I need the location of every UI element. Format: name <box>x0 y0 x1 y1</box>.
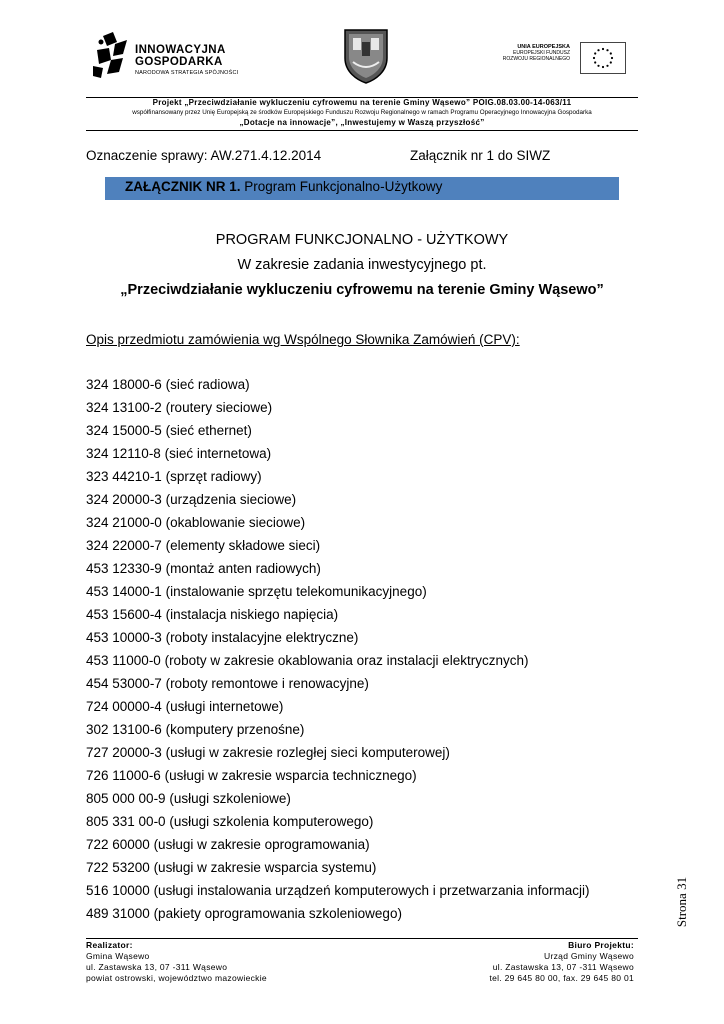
project-title: Projekt „Przeciwdziałanie wykluczeniu cyfrowemu na terenie Gminy Wąsewo” POIG.08.03.00-14-063/11 <box>152 98 572 107</box>
list-item: 722 60000 (usługi w zakresie oprogramowania) <box>86 837 370 852</box>
ig-logo-icon <box>93 32 129 80</box>
list-item: 722 53200 (usługi w zakresie wsparcia systemu) <box>86 860 377 875</box>
list-item: 453 15600-4 (instalacja niskiego napięcia) <box>86 607 339 622</box>
footer-right-heading: Biuro Projektu: <box>568 940 634 950</box>
footer-right-line: Urząd Gminy Wąsewo <box>544 951 634 961</box>
eu-logo <box>500 42 626 74</box>
list-item: 302 13100-6 (komputery przenośne) <box>86 722 305 737</box>
footer-right-line: ul. Zastawska 13, 07 -311 Wąsewo <box>492 962 634 972</box>
ig-logo-line1: INNOWACYJNA <box>135 44 226 56</box>
list-item: 516 10000 (usługi instalowania urządzeń komputerowych i przetwarzania informacji) <box>86 883 590 898</box>
list-item: 324 18000-6 (sieć radiowa) <box>86 377 250 392</box>
document-title: PROGRAM FUNKCJONALNO - UŻYTKOWY <box>215 232 509 248</box>
list-item: 489 31000 (pakiety oprogramowania szkoleniowego) <box>86 906 402 921</box>
list-item: 454 53000-7 (roboty remontowe i renowacyjne) <box>86 676 369 691</box>
footer-left-line: powiat ostrowski, województwo mazowieckie <box>86 973 267 983</box>
list-item: 324 15000-5 (sieć ethernet) <box>86 423 252 438</box>
header-divider-bottom <box>86 130 638 131</box>
municipality-crest-icon <box>343 28 389 84</box>
footer-realizator <box>86 940 267 984</box>
case-reference: Oznaczenie sprawy: AW.271.4.12.2014 <box>86 148 322 163</box>
innowacyjna-gospodarka-logo <box>93 32 253 80</box>
document-subtitle: W zakresie zadania inwestycyjnego pt. <box>237 257 487 273</box>
list-item: 453 10000-3 (roboty instalacyjne elektryczne) <box>86 630 359 645</box>
cpv-heading: Opis przedmiotu zamówienia wg Wspólnego Słownika Zamówień (CPV): <box>86 332 520 347</box>
footer-left-line: Gmina Wąsewo <box>86 951 150 961</box>
list-item: 324 12110-8 (sieć internetowa) <box>86 446 272 461</box>
eu-flag-icon <box>580 42 626 74</box>
list-item: 453 14000-1 (instalowanie sprzętu telekomunikacyjnego) <box>86 584 427 599</box>
list-item: 453 11000-0 (roboty w zakresie okablowania oraz instalacji elektrycznych) <box>86 653 529 668</box>
list-item: 324 22000-7 (elementy składowe sieci) <box>86 538 321 553</box>
eu-logo-line3: ROZWOJU REGIONALNEGO <box>502 56 570 62</box>
project-funding-note: współfinansowany przez Unię Europejską ze środków Europejskiego Funduszu Rozwoju Regionalnego w ramach Programu Operacyjnego Innowacyjna Gospodarka <box>132 109 592 116</box>
ig-logo-line3: NARODOWA STRATEGIA SPÓJNOŚCI <box>135 70 239 76</box>
ig-logo-line2: GOSPODARKA <box>135 56 223 68</box>
page-number-label: Strona 31 <box>674 876 689 928</box>
list-item: 724 00000-4 (usługi internetowe) <box>86 699 284 714</box>
footer-left-line: ul. Zastawska 13, 07 -311 Wąsewo <box>86 962 228 972</box>
annex-banner <box>105 177 619 200</box>
annex-reference: Załącznik nr 1 do SIWZ <box>410 148 551 163</box>
footer-divider <box>86 938 638 939</box>
eu-logo-line1: UNIA EUROPEJSKA <box>517 44 570 50</box>
list-item: 805 331 00-0 (usługi szkolenia komputerowego) <box>86 814 374 829</box>
list-item: 453 12330-9 (montaż anten radiowych) <box>86 561 321 576</box>
footer-left-heading: Realizator: <box>86 940 133 950</box>
eu-logo-line2: EUROPEJSKI FUNDUSZ <box>513 50 570 56</box>
footer-project-office <box>489 940 634 984</box>
list-item: 805 000 00-9 (usługi szkoleniowe) <box>86 791 291 806</box>
list-item: 726 11000-6 (usługi w zakresie wsparcia technicznego) <box>86 768 417 783</box>
list-item: 324 13100-2 (routery sieciowe) <box>86 400 273 415</box>
page-number <box>672 870 692 940</box>
annex-banner-text: Program Funkcjonalno-Użytkowy <box>240 179 443 194</box>
task-name: „Przeciwdziałanie wykluczeniu cyfrowemu na terenie Gminy Wąsewo” <box>120 282 604 298</box>
list-item: 324 21000-0 (okablowanie sieciowe) <box>86 515 306 530</box>
cpv-list <box>86 377 590 929</box>
annex-banner-bold: ZAŁĄCZNIK NR 1. <box>125 179 241 194</box>
footer-right-line: tel. 29 645 80 00, fax. 29 645 80 01 <box>489 973 634 983</box>
list-item: 727 20000-3 (usługi w zakresie rozległej sieci komputerowej) <box>86 745 450 760</box>
project-motto: „Dotacje na innowacje”, „Inwestujemy w Waszą przyszłość” <box>239 118 485 127</box>
list-item: 324 20000-3 (urządzenia sieciowe) <box>86 492 297 507</box>
list-item: 323 44210-1 (sprzęt radiowy) <box>86 469 262 484</box>
